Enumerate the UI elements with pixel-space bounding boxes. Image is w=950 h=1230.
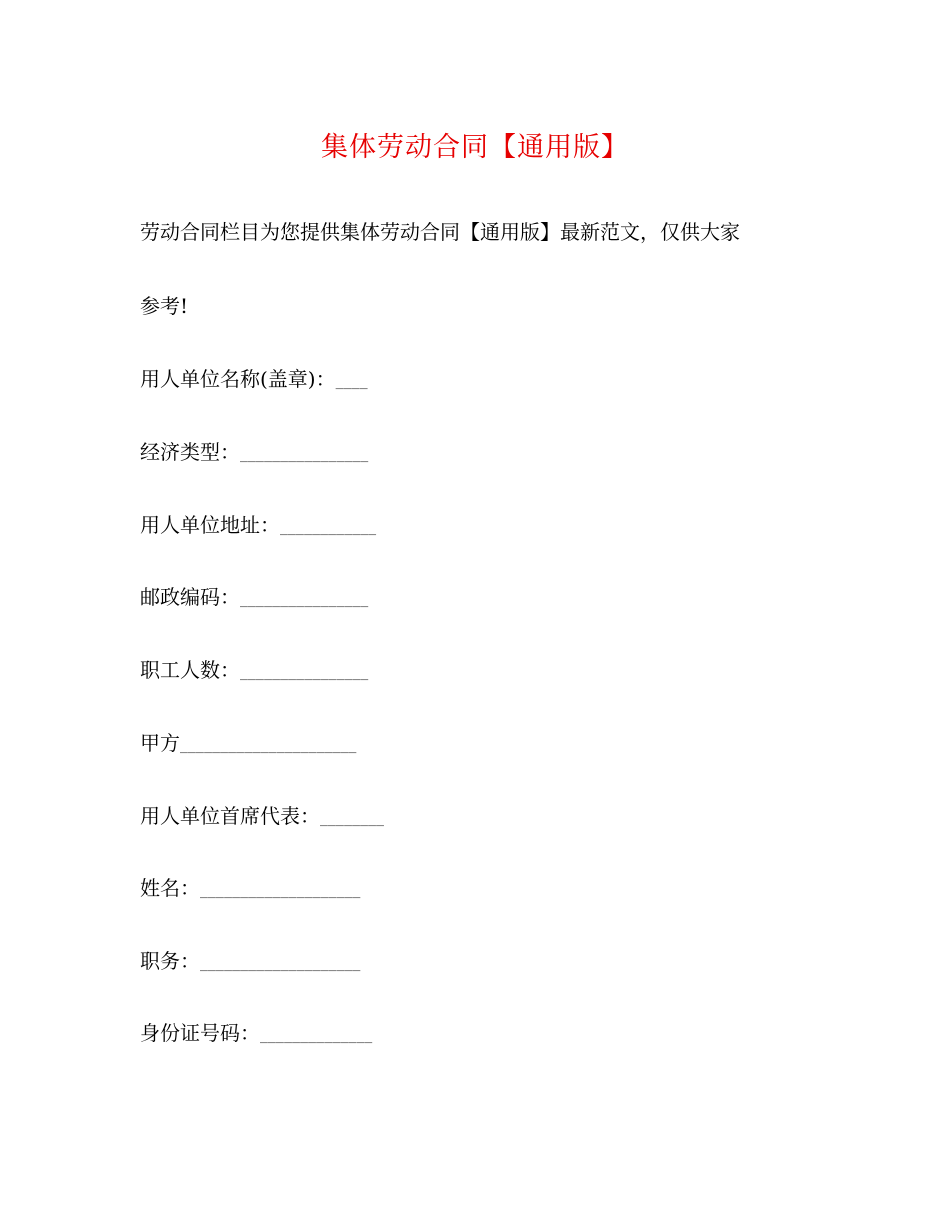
field-label: 姓名： <box>140 876 200 900</box>
employer-name-field <box>140 364 368 398</box>
party-a-field <box>140 728 357 762</box>
name-field <box>140 873 361 907</box>
fill-in-blank: ____________________ <box>200 957 361 972</box>
intro-paragraph-line-1: 劳动合同栏目为您提供集体劳动合同【通用版】最新范文，仅供大家 <box>140 220 740 244</box>
field-label: 职工人数： <box>140 658 240 682</box>
field-label: 用人单位名称(盖章)： <box>140 367 336 391</box>
field-label: 职务： <box>140 949 200 973</box>
employer-address-field <box>140 510 376 544</box>
postal-code-field <box>140 582 368 616</box>
fill-in-blank: ______________ <box>260 1029 373 1044</box>
economic-type-field <box>140 437 368 471</box>
field-label: 经济类型： <box>140 440 240 464</box>
position-field <box>140 946 361 980</box>
field-label: 身份证号码： <box>140 1021 260 1045</box>
field-label: 甲方 <box>140 731 180 755</box>
chief-representative-field <box>140 801 384 835</box>
document-title: 集体劳动合同【通用版】 <box>321 132 629 163</box>
fill-in-blank: ______________________ <box>180 739 357 754</box>
fill-in-blank: ________ <box>320 812 385 827</box>
fill-in-blank: ________________ <box>240 666 369 681</box>
field-label: 邮政编码： <box>140 585 240 609</box>
intro-paragraph-line-2: 参考! <box>140 294 189 318</box>
fill-in-blank: ____ <box>335 375 368 390</box>
employee-count-field <box>140 655 368 689</box>
fill-in-blank: ____________________ <box>200 884 361 899</box>
id-number-field <box>140 1018 372 1052</box>
field-label: 用人单位首席代表： <box>140 804 320 828</box>
fill-in-blank: ________________ <box>240 448 369 463</box>
fill-in-blank: ____________ <box>280 521 377 536</box>
field-label: 用人单位地址： <box>140 513 280 537</box>
fill-in-blank: ________________ <box>240 593 369 608</box>
